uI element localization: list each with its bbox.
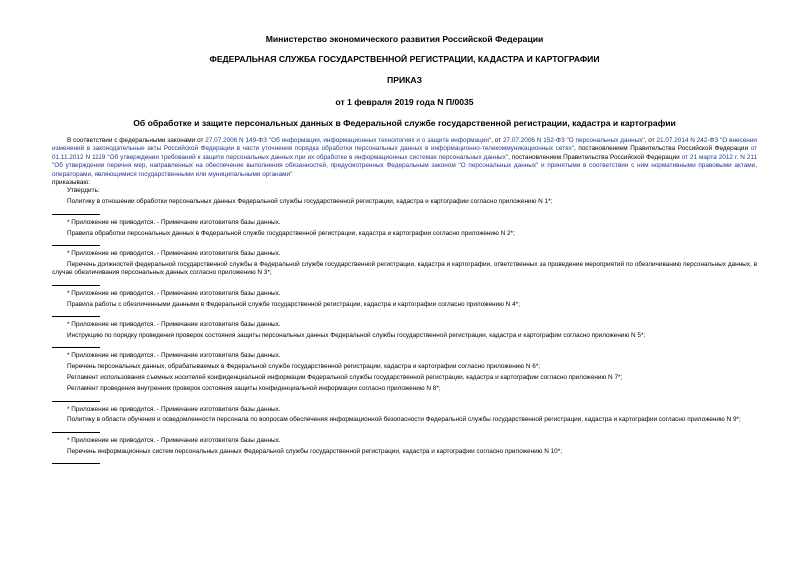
- intro-sep: , постановлением Правительства Российской Федерации: [574, 145, 751, 153]
- order-word: приказываю:: [52, 179, 90, 187]
- footnote-note: * Приложение не приводится. - Примечание изготовителя базы данных.: [67, 405, 281, 413]
- approve-word: Утвердить:: [67, 187, 100, 195]
- law-link-149fz[interactable]: 27.07.2006 N 149-ФЗ "Об информации, информационных технологиях и о защите информации": [205, 137, 492, 144]
- intro-sep: , от: [491, 137, 503, 144]
- decree-link-1119[interactable]: от 01.11.2012 N 1119 "Об утверждении требований к защите персональных данных при их обработке в информационных системах персональных данных": [52, 145, 757, 161]
- order-subject: Об обработке и защите персональных данных в Федеральной службе государственной регистрации, кадастра и картографии: [133, 118, 676, 128]
- footnote-divider: [52, 316, 100, 317]
- document-type: ПРИКАЗ: [387, 75, 422, 85]
- footnote-note: * Приложение не приводится. - Примечание изготовителя базы данных.: [67, 250, 281, 258]
- law-link-242fz[interactable]: 21.07.2014 N 242-ФЗ "О внесении изменений в законодательные акты Российской Федерации в части уточнения порядка обработки персональных данных в информационно-телекоммуникационных сетях": [52, 137, 757, 153]
- footnote-note: * Приложение не приводится. - Примечание изготовителя базы данных.: [67, 436, 281, 444]
- list-item: Правила работы с обезличенными данными в Федеральной службе государственной регистрации, кадастра и картографии согласно приложению N 4*;: [67, 300, 520, 308]
- decree-link-211[interactable]: от 21 марта 2012 г. N 211 "Об утверждении перечня мер, направленных на обеспечение выполнения обязанностей, предусмотренных Федеральным законом "О персональных данных" и принятыми в соответствии с ним нормативными правовыми актами, операторами, являющимися государственными или муниципальными органами": [52, 153, 758, 178]
- list-item: Перечень информационных систем персональных данных Федеральной службы государственной регистрации, кадастра и картографии согласно приложению N 10*;: [67, 447, 563, 455]
- service-title: ФЕДЕРАЛЬНАЯ СЛУЖБА ГОСУДАРСТВЕННОЙ РЕГИСТРАЦИИ, КАДАСТРА И КАРТОГРАФИИ: [209, 54, 600, 64]
- footnote-divider: [52, 214, 100, 215]
- ministry-title: Министерство экономического развития Российской Федерации: [265, 34, 544, 44]
- footnote-divider: [52, 285, 100, 286]
- footnote-divider: [52, 432, 100, 433]
- footnote-divider: [52, 463, 100, 464]
- list-item: Инструкцию по порядку проведения проверок состояния защиты персональных данных Федеральной службы государственной регистрации, кадастра и картографии согласно приложению N 5*;: [67, 332, 646, 339]
- list-item: Правила обработки персональных данных в Федеральной службе государственной регистрации, кадастра и картографии согласно приложению N 2*;: [67, 229, 515, 237]
- list-item: Регламент использования съемных носителей конфиденциальной информации Федеральной службы государственной регистрации, кадастра и картографии согласно приложению N 7*;: [67, 374, 623, 382]
- law-link-152fz[interactable]: 27.07.2006 N 152-ФЗ "О персональных данных": [502, 137, 645, 144]
- footnote-note: * Приложение не приводится. - Примечание изготовителя базы данных.: [67, 289, 281, 297]
- footnote-note: * Приложение не приводится. - Примечание изготовителя базы данных.: [67, 321, 281, 329]
- list-item: Регламент проведения внутренних проверок состояния защиты конфиденциальной информации согласно приложению N 8*;: [67, 385, 441, 393]
- intro-paragraph: [52, 137, 757, 179]
- list-item: Перечень должностей федеральной государственной службы в Федеральной службе государственной регистрации, кадастра и картографии, ответственных за проведение мероприятий по обезличиванию персональных данных, в случае обезличивания персональных данных согласно приложению N 3*;: [52, 260, 757, 277]
- footnote-divider: [52, 347, 100, 348]
- intro-sep: , от: [644, 137, 657, 144]
- list-item: Политику в области обучения и осведомленности персонала по вопросам обеспечения информационной безопасности Федеральной службы государственной регистрации, кадастра и картографии согласно приложению N 9*;: [67, 416, 741, 424]
- document-page: [52, 34, 757, 465]
- order-date-number: от 1 февраля 2019 года N П/0035: [335, 97, 474, 107]
- intro-prefix: В соответствии с федеральными законами от: [67, 137, 206, 144]
- footnote-divider: [52, 401, 100, 402]
- footnote-note: * Приложение не приводится. - Примечание изготовителя базы данных.: [67, 218, 281, 226]
- footnote-note: * Приложение не приводится. - Примечание изготовителя базы данных.: [67, 352, 281, 360]
- intro-sep: , постановлением Правительства Российской Федерации: [508, 153, 682, 161]
- footnote-divider: [52, 245, 100, 246]
- list-item: Перечень персональных данных, обрабатываемых в Федеральной службе государственной регистрации, кадастра и картографии согласно приложению N 6*;: [67, 363, 541, 371]
- list-item: Политику в отношении обработки персональных данных Федеральной службы государственной регистрации, кадастра и картографии согласно приложению N 1*;: [67, 198, 553, 206]
